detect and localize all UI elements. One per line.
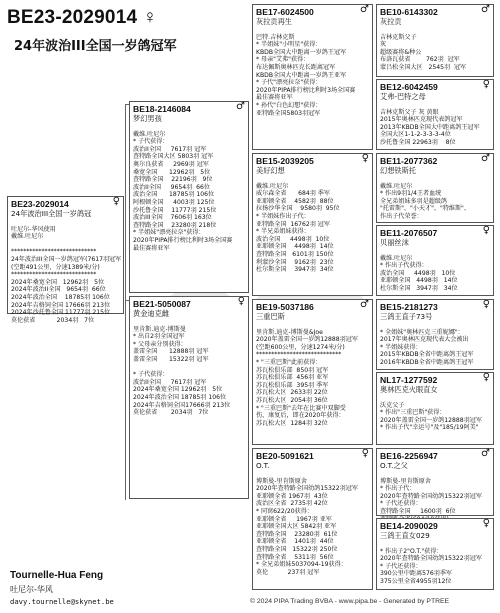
pedigree-line: [380, 470, 490, 478]
pedigree-line: 灰: [380, 41, 387, 49]
pedigree-line: * 母亲"艾弗"获得：: [256, 56, 310, 64]
pedigree-line: 波治全国 4498羽 10位: [380, 269, 456, 277]
pedigree-line: 戴维.吐尼尔: [380, 254, 413, 262]
pedigree-line: "托雷斯"、"小天才"、"特维斯"、: [380, 205, 470, 213]
pedigree-line: 莫伦获省 2034羽 7位: [133, 409, 209, 417]
breeder-name: Tournelle-Hua Feng: [10, 570, 104, 581]
pigeon-name: 三鸽王直女029: [380, 531, 430, 540]
pedigree-line: 波治II全国 9654羽 66位: [133, 183, 210, 191]
pedigree-line: 2016年KBDB全省中距离鸽王冠军: [380, 358, 474, 366]
pedigree-line: * 作出子2"O.T."获得：: [380, 547, 443, 555]
pedigree-line: 390公里中距离576羽季军: [380, 570, 453, 578]
pedigree-line: 杜尔斯全国 3947羽 34位: [256, 266, 334, 274]
pedigree-line: 波治II全国 7617羽 冠军: [133, 145, 207, 153]
pedigree-line: 戴维.吐尼尔: [11, 233, 44, 241]
sire-card-lines: [133, 114, 245, 252]
ancestor-ring: BE19-5037186: [256, 302, 314, 312]
male-icon: ♂: [360, 299, 369, 310]
ancestor-ring: BE15-2039205: [256, 156, 314, 166]
dam-card-lines: [133, 309, 245, 417]
ancestor-card[interactable]: [376, 372, 494, 445]
ancestor-ring: BE14-2090029: [380, 521, 438, 531]
female-icon: ♀: [482, 225, 490, 236]
pedigree-line: [380, 247, 490, 255]
pedigree-line: 2024年波治II全国 9654羽 66位: [11, 286, 106, 294]
pedigree-line: * 作出子代获得：: [380, 262, 428, 270]
pedigree-line: * 半姐妹获得：: [380, 343, 422, 351]
pedigree-line: 24年波治III全国一岁鸽冠军(7617羽冠军: [11, 255, 122, 263]
subject-ring-number: BE23-2029014: [7, 7, 138, 28]
pedigree-line: 亚耶顿全省 1967羽 43位: [256, 492, 328, 500]
pedigree-line: 蒙吕松全国大区 2545羽 冠军: [380, 63, 467, 71]
pedigree-line: [380, 101, 490, 109]
female-icon: ♀: [237, 296, 245, 307]
female-icon: ♀: [142, 7, 158, 28]
pedigree-line: 2024年吉格饲全国 17666羽 213位: [11, 301, 111, 309]
ancestor-card[interactable]: [376, 225, 494, 296]
pedigree-line: 盖雷全国 15322羽 冠军: [133, 355, 209, 363]
pedigree-line: * "三重巴斯"此前获得：: [256, 358, 322, 366]
female-icon: ♀: [482, 372, 490, 383]
pedigree-line: [256, 470, 369, 478]
pedigree-line: * 作出子代：: [380, 485, 416, 493]
pedigree-line: * 全兄弟姐妹5037094-19获得：: [256, 561, 347, 569]
pedigree-line: [11, 218, 120, 226]
pedigree-line: 查特路全国 23280羽 61位: [256, 530, 338, 538]
breeder-email-link[interactable]: davy.tournelle@skynet.be: [10, 597, 114, 606]
ancestor-card-lines: [256, 166, 369, 274]
ancestor-card-lines: [256, 461, 369, 576]
ancestor-card[interactable]: [376, 79, 494, 150]
pedigree-line: 苏瓦松大区 1284羽 32位: [256, 419, 328, 427]
pedigree-line: 苏瓦松俱乐部 850羽 冠军: [256, 366, 329, 374]
pigeon-name: 24年波治III全国一岁鸽冠: [11, 209, 92, 218]
pedigree-line: * 作出"三重巴斯"获得：: [380, 409, 446, 417]
pedigree-line: 全兄弟姐妹多羽是超级鸽: [380, 197, 448, 205]
pedigree-line: [256, 26, 369, 34]
ancestor-ring: BE20-5091621: [256, 451, 314, 461]
pedigree-line: 2020年盖雷全国一岁鸽12888羽冠军: [380, 416, 482, 424]
pedigree-line: 2020年查特路全国幼鸽15322羽冠军: [380, 555, 482, 563]
pedigree-line: * 子代获得：: [133, 138, 169, 146]
pedigree-line: 375公里全省4955羽12位: [380, 577, 452, 585]
pedigree-connector: [125, 104, 126, 500]
female-icon: ♀: [361, 153, 369, 164]
ancestor-card[interactable]: [376, 448, 494, 516]
pedigree-line: 布达佩斯奥林匹克长距离冠军: [256, 63, 336, 71]
sire-card[interactable]: [129, 101, 249, 293]
ancestor-ring: BE17-6024500: [256, 7, 314, 17]
pedigree-line: 苏瓦松大区 2633羽 22位: [256, 389, 328, 397]
female-icon: ♀: [361, 448, 369, 459]
ancestor-ring: BE10-6143302: [380, 7, 438, 17]
male-icon: ♂: [481, 153, 490, 164]
pigeon-name: 灰拉贡: [380, 17, 402, 26]
ancestor-card[interactable]: [252, 4, 373, 150]
ancestor-card[interactable]: [376, 518, 494, 590]
pedigree-line: 作出子代荣誉：: [380, 212, 423, 220]
pedigree-line: 巴特.吉林克斯: [256, 33, 295, 41]
pedigree-line: * 子代还获得：: [380, 500, 422, 508]
pedigree-line: 2015年奥林匹克现代表鸽冠军: [380, 116, 463, 124]
pedigree-line: [133, 123, 245, 131]
ancestor-ring: BE15-2181273: [380, 302, 438, 312]
pigeon-name: 幻想铁斯托: [380, 166, 416, 175]
pedigree-line: 2020年PIPA排行榜比利时3场全国赛: [256, 86, 356, 94]
page-subtitle-race: 24年波治III全国一岁鸽冠军: [14, 39, 177, 54]
pedigree-line: 2024年波治全国 18785羽 106位: [11, 293, 110, 301]
pedigree-line: 波治全国 18785羽 106位: [133, 191, 215, 199]
ancestor-card-lines: [380, 312, 490, 367]
pedigree-line: 2017年奥林匹克现代表大会被出: [380, 336, 469, 344]
pedigree-line: 吉林克斯父子: [380, 33, 417, 41]
pedigree-line: 沙托鲁全国 11777羽 215位: [133, 206, 217, 214]
pigeon-name: 黄金迪克雌: [133, 309, 169, 318]
pedigree-line: * 子代"漂亮拉奈"获得：: [256, 79, 322, 87]
pigeon-name: 三鸽王直子73号: [380, 312, 433, 321]
ancestor-card-lines: [256, 17, 369, 117]
pedigree-line: 查特路全国大区 5803羽 冠军: [133, 153, 214, 161]
pedigree-line: ****************************: [11, 248, 97, 256]
ancestor-card-lines: [380, 238, 490, 293]
pedigree-line: [133, 318, 245, 326]
pedigree-line: 2015年KBDB全省中距离鸽王冠军: [380, 351, 474, 359]
pedigree-line: 2024年桑宽全国 12962羽 5位: [133, 386, 223, 394]
pedigree-line: 2020年查特路全国幼鸽15322羽冠军: [256, 485, 358, 493]
pedigree-line: 莫伦 237羽 冠军: [256, 568, 320, 576]
pedigree-line: 查特路全国 6101羽 150位: [256, 250, 334, 258]
page-title-ring: [7, 7, 157, 29]
pedigree-line: 亚耶顿全国 4498羽 14位: [256, 243, 334, 251]
pedigree-line: 查特路全国 22196羽 9位: [133, 176, 213, 184]
subject-card-ring: BE23-2029014: [11, 199, 69, 209]
pedigree-line: 波治全国 4498羽 10位: [256, 235, 330, 243]
ancestor-ring: BE11-2077362: [380, 156, 438, 166]
pedigree-line: 查特路全国 23280羽 218位: [133, 221, 217, 229]
pedigree-line: 吐尼尔-华风使用: [11, 225, 56, 233]
pigeon-name: 梦幻男孩: [133, 114, 162, 123]
pedigree-line: 亚耶顿全国 4498羽 14位: [380, 277, 458, 285]
pedigree-line: 吉林克斯父子 灰 黄眼: [380, 108, 439, 116]
pedigree-line: [380, 394, 490, 402]
female-icon: ♀: [482, 299, 490, 310]
pedigree-line: 苏瓦松俱乐部 456羽 亚军: [256, 374, 329, 382]
pedigree-line: ****************************: [11, 271, 97, 279]
dam-card-ring: BE21-5050087: [133, 299, 191, 309]
dam-card[interactable]: [129, 296, 249, 499]
pedigree-line: [256, 321, 369, 329]
pigeon-name: 灰拉贡再生: [256, 17, 292, 26]
pedigree-line: 波治区全省 2735羽 42位: [256, 500, 328, 508]
pedigree-line: 沙托鲁全国 22963羽 8位: [380, 138, 456, 146]
ancestor-ring: BE11-2076507: [380, 228, 438, 238]
sire-card-ring: BE18-2146084: [133, 104, 191, 114]
male-icon: ♂: [481, 448, 490, 459]
pedigree-line: 杜尔斯全国 3947羽 34位: [380, 284, 458, 292]
pedigree-line: 里肯斯.迪克-博斯曼&Joe: [256, 328, 323, 336]
pedigree-line: 苏瓦松俱乐部 395羽 季军: [256, 381, 329, 389]
pedigree-line: [380, 540, 490, 548]
pedigree-line: 莫伦获省 2034羽 7位: [11, 316, 95, 324]
pedigree-line: * 半姐妹"小明星"获得：: [256, 41, 322, 49]
female-icon: ♀: [482, 79, 490, 90]
ancestor-card-lines: [380, 531, 490, 586]
ancestor-card-lines: [380, 92, 490, 147]
pedigree-line: 亚耶顿全省 1401羽 44位: [256, 538, 334, 546]
pedigree-line: [380, 26, 490, 34]
pedigree-line: [11, 241, 120, 249]
pedigree-line: 亚耶顿全省 1967羽 亚军: [256, 515, 332, 523]
pedigree-line: 亚特路全国5803羽冠军: [256, 109, 321, 117]
pedigree-line: 里肯斯.迪克-博斯曼: [133, 325, 186, 333]
pigeon-name: 三重巴斯: [256, 312, 285, 321]
pedigree-line: * 同窝622/20获得：: [256, 507, 313, 515]
ancestor-card-lines: [380, 461, 490, 523]
pedigree-line: 沃克父子: [380, 401, 405, 409]
pedigree-line: KBDB全国大中距离一岁鸽王冠军: [256, 48, 347, 56]
subject-pigeon-card[interactable]: [7, 196, 124, 324]
ancestor-card[interactable]: [376, 153, 494, 223]
ancestor-card-lines: [380, 17, 490, 72]
ancestor-ring: NL17-1277592: [380, 375, 438, 385]
ancestor-card-lines: [256, 312, 369, 427]
ancestor-ring: BE16-2256947: [380, 451, 438, 461]
pedigree-line: 波治II全国 7617羽 冠军: [133, 378, 207, 386]
pigeon-name: O.T.之父: [380, 461, 408, 470]
pedigree-line: * 作出9羽1/4王者血统: [380, 190, 442, 198]
pedigree-line: [380, 175, 490, 183]
pedigree-line: * 半姐妹作出子代：: [256, 212, 310, 220]
pedigree-line: 苏瓦松大区 2054羽 36位: [256, 396, 328, 404]
pedigree-line: 2020年查特路全国幼鸽15322羽冠军: [380, 492, 482, 500]
pedigree-line: (空距491公里，分速1389米/分): [11, 263, 100, 271]
pedigree-line: 伤，康复后，即在2020年获得：: [256, 412, 345, 420]
pedigree-line: [380, 321, 490, 329]
ancestor-card[interactable]: [252, 299, 373, 445]
pedigree-line: 奥尔良获省 2969羽 冠军: [133, 160, 209, 168]
copyright-text: © 2024 PIPA Trading BVBA - www.pipa.be - Generated by PTREE: [250, 598, 450, 605]
pedigree-line: * "三重巴斯"去年在比赛中双脚受: [256, 404, 346, 412]
pedigree-line: 布洛瓦获省 762羽 冠军: [380, 56, 460, 64]
pedigree-line: * 父母亲分别获得：: [133, 340, 187, 348]
pedigree-line: * 半兄弟姐妹获得：: [256, 228, 310, 236]
pigeon-name: 奥林匹克火眼直女: [380, 385, 438, 394]
pedigree-line: 博斯曼-里肯斯原舍: [256, 477, 307, 485]
ancestor-card[interactable]: [376, 4, 494, 77]
pedigree-line: 2024年沙托鲁全国 11777羽 215位: [11, 309, 111, 317]
pedigree-line: 2020年PIPA排行榜比利时3场全国赛: [133, 236, 233, 244]
male-icon: ♂: [360, 4, 369, 15]
pedigree-line: (空距600公里，分速1274米/分): [256, 343, 345, 351]
pedigree-line: 亚耶顿全国大区 5842羽 亚军: [256, 523, 337, 531]
pedigree-line: [256, 175, 369, 183]
pedigree-line: * 孙代"白色幻想"获得：: [256, 101, 322, 109]
pedigree-line: 查特路全省 5311羽 56位: [256, 553, 334, 561]
pedigree-line: 拉扬沙华全国 9580羽 95位: [256, 205, 340, 213]
ancestor-card-lines: [380, 385, 490, 432]
ancestor-card[interactable]: [252, 153, 373, 296]
pedigree-line: ****************************: [256, 351, 342, 359]
pedigree-line: * 出自2羽全国冠军: [133, 333, 185, 341]
pedigree-line: 最佳赛将亚军: [256, 94, 293, 102]
ancestor-card[interactable]: [376, 299, 494, 370]
pedigree-line: 戴维.吐尼尔: [133, 130, 166, 138]
pigeon-name: 美好幻想: [256, 166, 285, 175]
pedigree-line: 2024年桑宽全国 12962羽 5位: [11, 278, 105, 286]
pedigree-line: 亚耶顿全省 4582羽 88位: [256, 197, 334, 205]
pedigree-line: 波治III全国 7606羽 163位: [133, 214, 212, 222]
pedigree-line: 博斯曼-里肯斯原舍: [380, 477, 431, 485]
pedigree-line: 威尔森全省 684羽 季军: [256, 190, 330, 198]
pedigree-line: 超级赛将&种公: [380, 48, 422, 56]
pedigree-line: 利蒙沙全国 9162羽 23位: [256, 258, 334, 266]
pedigree-line: 查特路全国 15322羽 250位: [256, 545, 338, 553]
pedigree-line: 盖雷全国 12888羽 冠军: [133, 348, 209, 356]
pigeon-name: O.T.: [256, 461, 270, 470]
ancestor-ring: BE12-6042459: [380, 82, 438, 92]
pedigree-line: * 半姐妹"漂亮拉奈"获得：: [133, 229, 205, 237]
pedigree-line: 阿根顿全国 4003羽 125位: [133, 198, 215, 206]
pedigree-line: 桑宽全国 12962羽 5位: [133, 168, 211, 176]
pigeon-name: 艾弗-巴特之母: [380, 92, 426, 101]
ancestor-card-lines: [380, 166, 490, 221]
male-icon: ♂: [481, 4, 490, 15]
female-icon: ♀: [482, 518, 490, 529]
ancestor-card[interactable]: [252, 448, 373, 590]
pedigree-line: 2024年波治全国 18785羽 106位: [133, 393, 227, 401]
pedigree-line: 2024年吉格饲全国17666羽 213位: [133, 401, 231, 409]
pedigree-line: 戴维.吐尼尔: [256, 182, 289, 190]
pedigree-line: * 全姐妹"奥林匹克三重妮娜"：: [380, 328, 464, 336]
pedigree-line: 查特路全国 1600羽 6位: [380, 507, 456, 515]
female-icon: ♀: [112, 196, 120, 207]
pedigree-line: 2013年KBDB全国大中距离鸽王冠军: [380, 123, 480, 131]
pedigree-line: 最佳赛将亚军: [133, 244, 170, 252]
male-icon: ♂: [236, 101, 245, 112]
pedigree-line: 戴维.吐尼尔: [380, 182, 413, 190]
subject-card-lines: [11, 209, 120, 324]
pigeon-name: 贝丽丝沫: [380, 238, 409, 247]
pedigree-line: 亚特路全国 16762羽 冠军: [256, 220, 330, 228]
pedigree-line: 2020年盖雷全国一岁鸽12888羽冠军: [256, 336, 358, 344]
breeder-location: 吐尼尔-华风: [10, 585, 53, 594]
pedigree-line: 全国大区1-1-2-3-3-3-4位: [380, 131, 451, 139]
pedigree-line: * 子代还获得：: [380, 562, 422, 570]
pedigree-line: * 子代获得：: [133, 371, 169, 379]
pedigree-line: * 作出子代"幸运号"及"185/19阿美": [380, 424, 479, 432]
pedigree-line: KBDB全国大中距离一岁鸽王亚军: [256, 71, 347, 79]
